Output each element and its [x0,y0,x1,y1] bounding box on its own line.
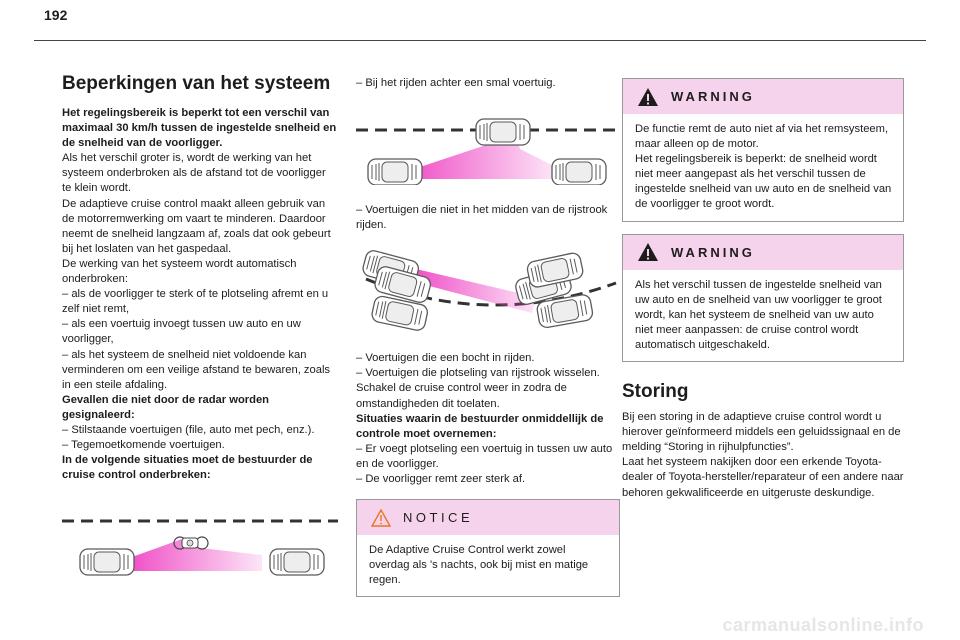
paragraph: Als het verschil groter is, wordt de werking van het systeem onderbroken als de afstand tot de voorligger te klein wordt. [62,152,326,195]
list-item: – als een voertuig invoegt tussen uw auto en uw voorligger, [62,318,301,346]
warning-text: Als het verschil tussen de ingestelde snelheid van uw auto en de snelheid van uw voorligger te groot wordt, kan het systeem de snelheid van uw auto niet meer aanpassen: de cruise control wordt automatisch uitgeschakeld. [635,278,882,351]
header-rule [34,40,926,41]
warning-triangle-icon [637,87,659,107]
notice-triangle-icon [371,509,391,527]
subheading: In de volgende situaties moet de bestuurder de cruise control onderbreken: [62,454,313,482]
page-number: 192 [44,7,68,23]
list-item: – als het systeem de snelheid niet voldoende kan verminderen om een veilige afstand te bewaren, zoals in een steile afdaling. [62,348,331,391]
list-item: – Tegemoetkomende voertuigen. [62,439,225,452]
paragraph: De adaptieve cruise control maakt alleen gebruik van de motorremwerking om vaart te minderen. Daardoor neemt de snelheid langzaam af, zoals dat ook gebeurt bij het loslaten van het gaspedaal. [62,197,331,255]
subheading: Situaties waarin de bestuurder onmiddellijk de controle moet overnemen: [356,412,604,440]
column-3 [622,72,904,501]
column-1 [62,72,338,585]
list-item: – Stilstaande voertuigen (file, auto met pech, enz.). [62,423,315,436]
list-item: – Er voegt plotseling een voertuig in tussen uw auto en de voorligger. [356,442,613,470]
warning-title: WARNING [671,244,755,260]
car-icon [270,549,324,575]
paragraph: Bij een storing in de adaptieve cruise control wordt u hierover geïnformeerd middels een geluidssignaal en de melding “Storing in rijhulpfuncties”. [622,411,901,454]
list-item: – Voertuigen die plotseling van rijstrook wisselen. [356,367,600,380]
warning-header [623,79,903,114]
section-title-limitations: Beperkingen van het systeem [62,73,331,94]
illustration-curve [356,243,620,343]
list-item: – Voertuigen die een bocht in rijden. [356,352,535,365]
notice-title: NOTICE [403,510,474,526]
car-icon [476,119,530,145]
illustration-narrow-vehicle [62,513,338,585]
warning-box-2 [622,234,904,362]
list-item: – Voertuigen die niet in het midden van de rijstrook rijden. [356,204,608,232]
list-item: – De voorligger remt zeer sterk af. [356,473,526,486]
warning-title: WARNING [671,88,755,104]
warning-text: De functie remt de auto niet af via het remsysteem, maar alleen op de motor. [635,123,889,151]
watermark: carmanualsonline.info [722,615,924,635]
list-item: – als de voorligger te sterk of te plotseling afremt en u zelf niet remt, [62,288,329,316]
warning-box-1 [622,78,904,222]
warning-header [623,235,903,270]
list-item: – Bij het rijden achter een smal voertuig. [356,77,556,89]
car-icon [80,549,134,575]
notice-box [356,499,620,597]
notice-text: De Adaptive Cruise Control werkt zowel overdag als 's nachts, ook bij mist en matige regen. [369,544,589,587]
warning-triangle-icon [637,242,659,262]
car-icon [368,159,422,185]
warning-text: Het regelingsbereik is beperkt: de snelheid wordt niet meer aangepast als het verschil tussen de ingestelde snelheid van uw auto en de snelheid van de voorligger te groot wordt. [635,153,892,211]
car-icon [552,159,606,185]
car-icon [526,252,584,289]
paragraph: De werking van het systeem wordt automatisch onderbroken: [62,257,297,286]
paragraph: Laat het systeem nakijken door een erkende Toyota-dealer of Toyota-hersteller/reparateur of een andere naar behoren gekwalificeerde en uitgeruste deskundige. [622,456,904,499]
section-title-malfunction: Storing [622,381,689,403]
notice-header [357,500,619,535]
column-2 [356,76,620,597]
illustration-narrow-vehicle-2 [356,115,620,185]
paragraph: Schakel de cruise control weer in zodra de omstandigheden dit toelaten. [356,382,567,410]
paragraph: Het regelingsbereik is beperkt tot een verschil van maximaal 30 km/h tussen de ingestelde snelheid en de snelheid van de voorligger. [62,107,337,150]
subheading: Gevallen die niet door de radar worden gesignaleerd: [62,393,270,421]
